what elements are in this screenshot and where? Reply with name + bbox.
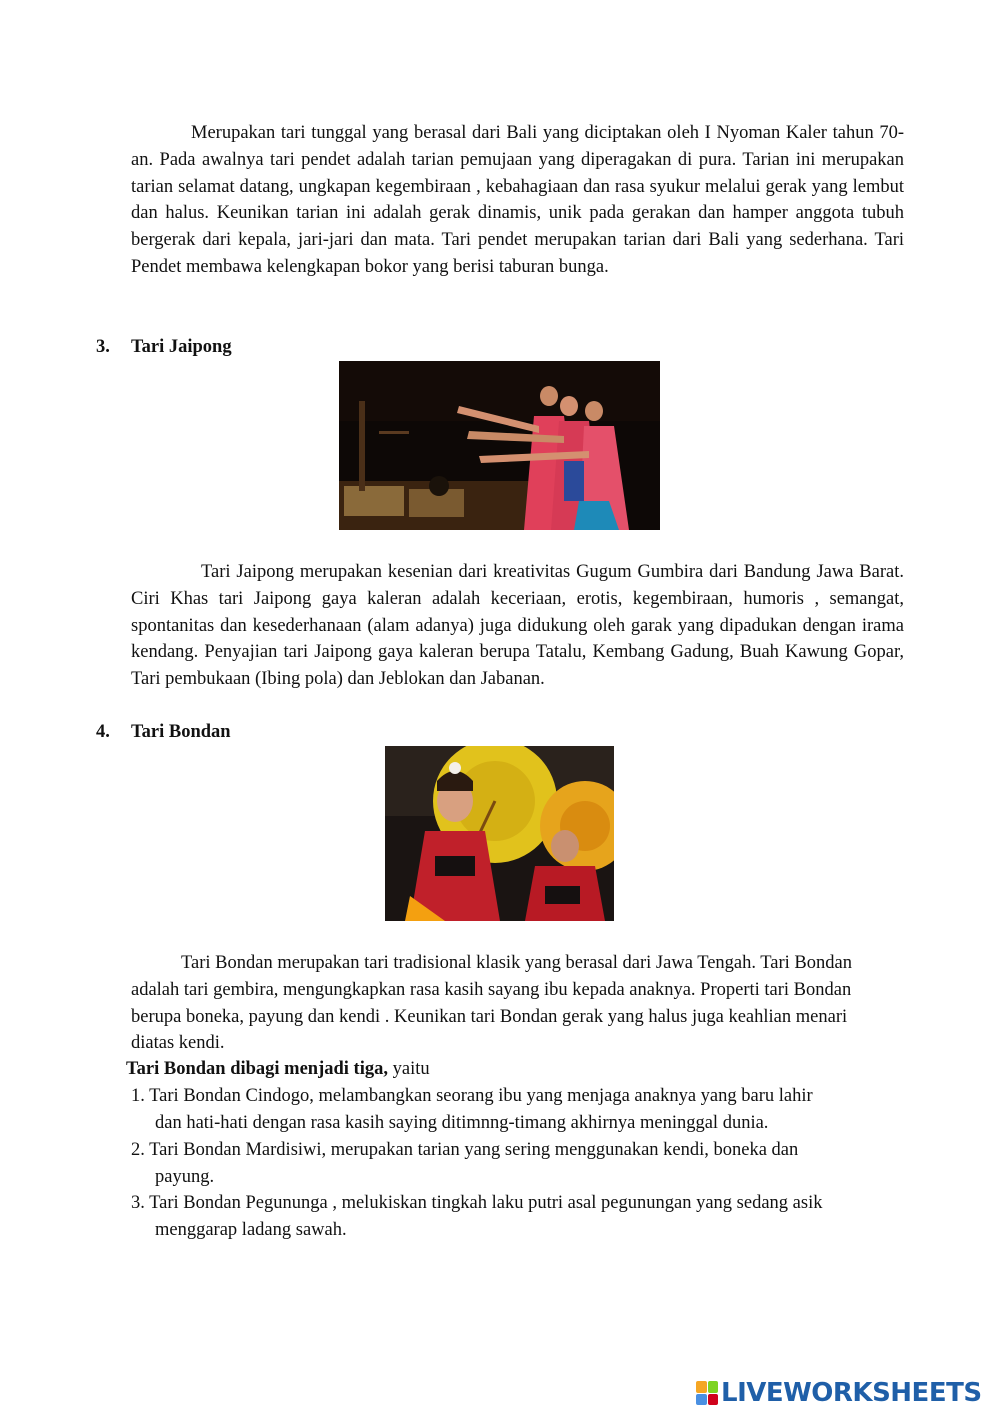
list-item-number: 2. [131,1140,145,1160]
liveworksheets-logo-text: LIVEWORKSHEETS [721,1378,982,1408]
list-item [131,1137,901,1191]
list-item-continuation: dan hati-hati dengan rasa kasih saying ditimnng-timang akhirnya meninggal dunia. [155,1112,769,1133]
section-3-heading [96,334,232,360]
list-item-continuation: menggarap ladang sawah. [155,1219,347,1240]
list-item-number: 1. [131,1086,145,1106]
section-4-heading [96,719,231,745]
bondan-division-rest: yaitu [387,1059,430,1079]
list-item-text: Tari Bondan Mardisiwi, merupakan tarian yang sering menggunakan kendi, boneka dan [144,1140,799,1160]
liveworksheets-logo-icon [696,1381,718,1405]
section-4-paragraph: Tari Bondan merupakan tari tradisional klasik yang berasal dari Jawa Tengah. Tari Bondan adalah tari gembira, mengungkapkan rasa kasih sayang ibu kepada anaknya. Properti tari Bondan berupa boneka, payung dan kendi . Keunikan tari Bondan gerak yang halus juga keahlian menari diatas kendi. [131,953,852,1054]
tari-jaipong-photo [339,361,660,530]
bondan-division-bold: Tari Bondan dibagi menjadi tiga, [126,1059,388,1079]
list-item [131,1190,901,1244]
section-3-number: 3. [96,337,110,357]
list-item [131,1083,901,1137]
tari-bondan-photo [385,746,614,921]
list-item-continuation: payung. [155,1166,215,1187]
section-4-title: Tari Bondan [131,722,231,742]
list-item-number: 3. [131,1193,145,1213]
section-3-paragraph: Tari Jaipong merupakan kesenian dari kreativitas Gugum Gumbira dari Bandung Jawa Barat. Ciri Khas tari Jaipong gaya kaleran adalah keceriaan, erotis, kegembiraan, humoris , semangat, spontanitas dan kesederhanaan (alam adanya) juga didukung oleh garak yang dipadukan dengan irama kendang. Penyajian tari Jaipong gaya kaleran berupa Tatalu, Kembang Gadung, Buah Kawung Gopar, Tari pembukaan (Ibing pola) dan Jeblokan dan Jabanan. [131,562,904,690]
section-3-title: Tari Jaipong [131,337,232,357]
section-4-number: 4. [96,722,110,742]
list-item-text: Tari Bondan Cindogo, melambangkan seorang ibu yang menjaga anaknya yang baru lahir [149,1086,813,1106]
list-item-text: Tari Bondan Pegununga , melukiskan tingkah laku putri asal pegunungan yang sedang asik [144,1193,823,1213]
liveworksheets-logo[interactable] [696,1378,982,1408]
intro-paragraph: Merupakan tari tunggal yang berasal dari Bali yang diciptakan oleh I Nyoman Kaler tahun 70-an. Pada awalnya tari pendet adalah tarian pemujaan yang diperagakan di pura. Tarian ini merupakan tarian selamat datang, ungkapan kegembiraan , kebahagiaan dan rasa syukur melalui gerak yang lembut dan halus. Keunikan tarian ini adalah gerak dinamis, unik pada gerakan dan hamper anggota tubuh bergerak dari kepala, jari-jari dan mata. Tari pendet merupakan tarian dari Bali yang sederhana. Tari Pendet membawa kelengkapan bokor yang berisi taburan bunga. [131,123,904,277]
bondan-division-line [126,1056,430,1083]
